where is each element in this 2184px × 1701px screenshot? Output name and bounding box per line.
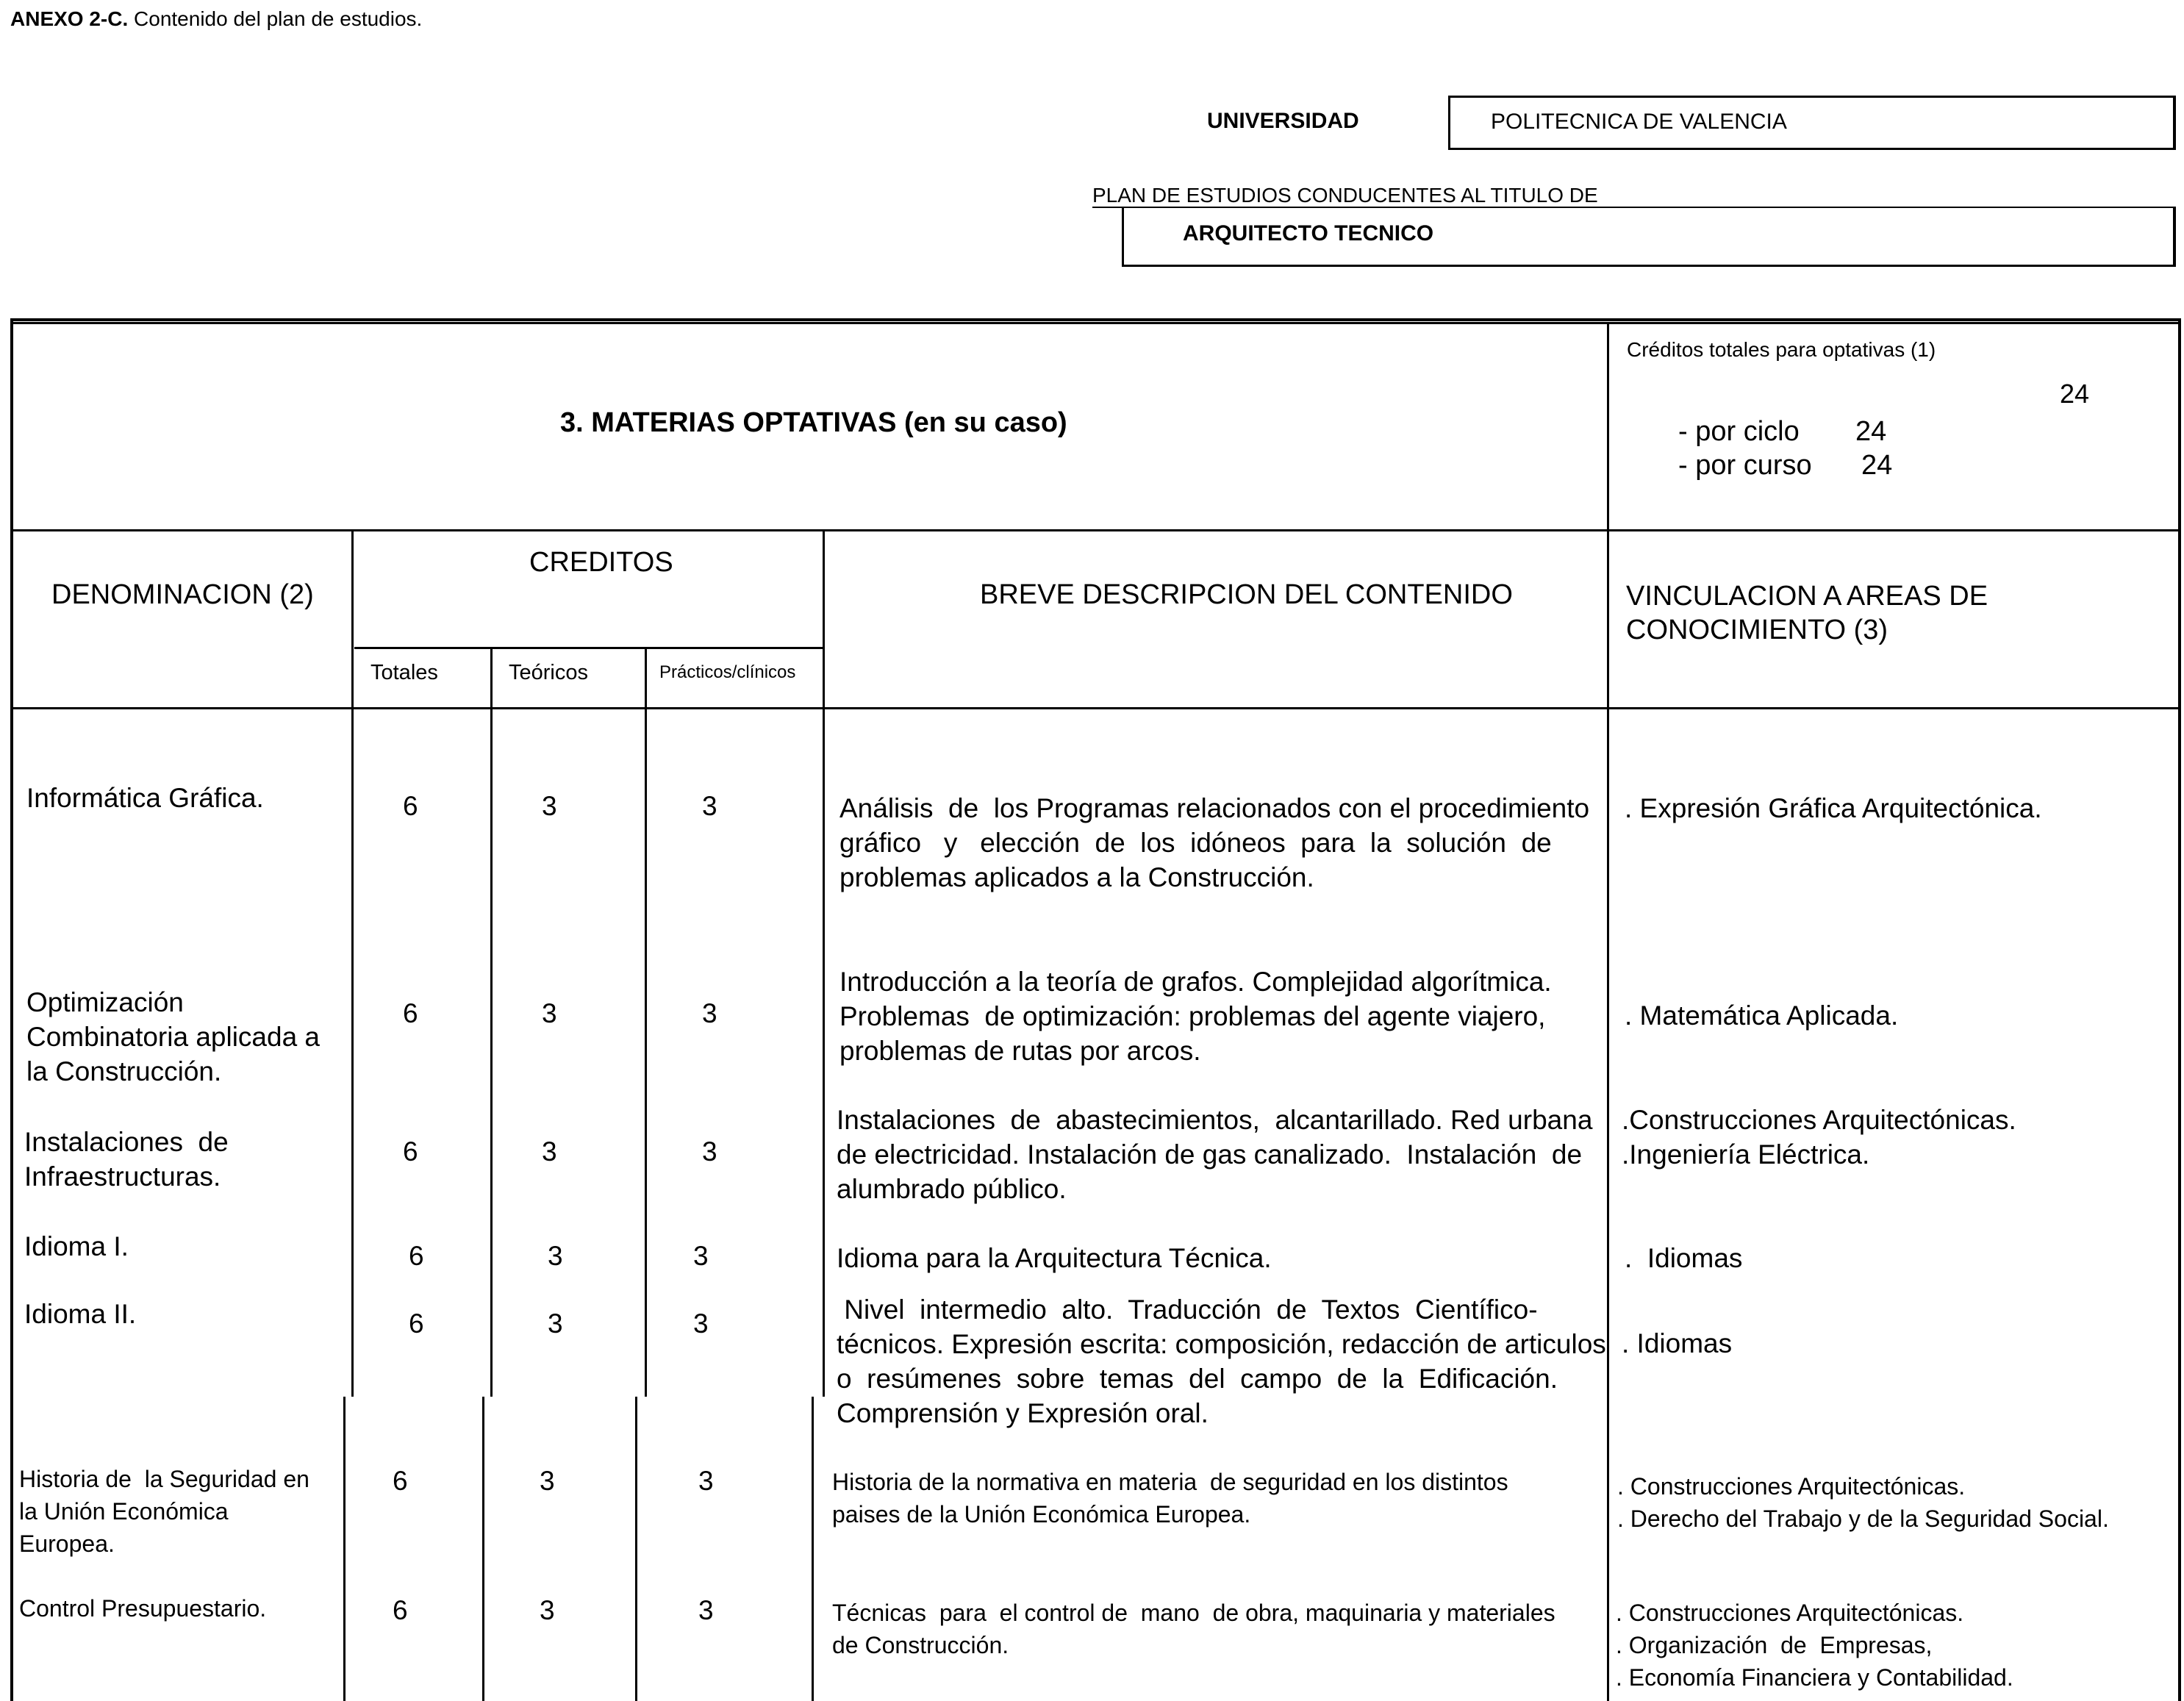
header-denominacion: DENOMINACION (2) bbox=[51, 579, 314, 610]
subject-description bbox=[839, 964, 1591, 1068]
header-vinculacion bbox=[1626, 579, 1988, 647]
description-line: Nivel intermedio alto. Traducción de Textos Científico- bbox=[837, 1294, 1538, 1325]
subject-name-line: Combinatoria aplicada a bbox=[26, 1022, 321, 1052]
area-line: . Organización de Empresas, bbox=[1616, 1632, 1933, 1658]
credits-totales: 6 bbox=[403, 998, 418, 1028]
description-line: Idioma para la Arquitectura Técnica. bbox=[837, 1243, 1272, 1273]
column-divider-teoricos-lower bbox=[482, 1397, 484, 1701]
header-breve-descripcion: BREVE DESCRIPCION DEL CONTENIDO bbox=[980, 579, 1513, 610]
section-divider bbox=[10, 529, 2181, 531]
subject-description bbox=[832, 1597, 1583, 1661]
description-line: Historia de la normativa en materia de seguridad en los distintos bbox=[832, 1469, 1508, 1495]
credits-practicos: 3 bbox=[702, 1136, 717, 1167]
knowledge-areas bbox=[1625, 998, 1898, 1033]
por-curso-label: - por curso bbox=[1678, 450, 1812, 481]
subject-name-line: Idioma II. bbox=[24, 1299, 137, 1329]
credits-practicos: 3 bbox=[693, 1308, 709, 1339]
credits-totales: 6 bbox=[403, 791, 418, 821]
area-line: . Idiomas bbox=[1625, 1243, 1743, 1273]
credits-practicos: 3 bbox=[698, 1595, 714, 1625]
area-line: .Ingeniería Eléctrica. bbox=[1622, 1139, 1870, 1170]
knowledge-areas bbox=[1622, 1103, 2016, 1172]
credits-totales: 6 bbox=[393, 1466, 408, 1496]
header-creditos: CREDITOS bbox=[529, 547, 673, 578]
subject-description bbox=[837, 1241, 1588, 1275]
description-line: Introducción a la teoría de grafos. Complejidad algorítmica. bbox=[839, 967, 1552, 997]
area-line: . Idiomas bbox=[1622, 1328, 1733, 1358]
header-divider bbox=[10, 707, 2181, 709]
degree-title-box bbox=[1122, 208, 2176, 267]
annex-heading: ANEXO 2-C. Contenido del plan de estudios. bbox=[10, 7, 423, 30]
credits-total-label: Créditos totales para optativas (1) bbox=[1627, 338, 1936, 361]
description-line: Técnicas para el control de mano de obra, maquinaria y materiales bbox=[832, 1600, 1555, 1626]
header-vinculacion-line2: CONOCIMIENTO (3) bbox=[1626, 615, 1888, 645]
knowledge-areas bbox=[1617, 1470, 2109, 1535]
subject-name-line: la Unión Económica bbox=[19, 1498, 229, 1525]
description-line: paises de la Unión Económica Europea. bbox=[832, 1501, 1251, 1528]
university-box bbox=[1448, 96, 2176, 150]
area-line: . Derecho del Trabajo y de la Seguridad Social. bbox=[1617, 1505, 2109, 1532]
column-divider-practicos bbox=[645, 647, 647, 1397]
area-line: .Construcciones Arquitectónicas. bbox=[1622, 1105, 2016, 1135]
subject-name bbox=[19, 1463, 309, 1560]
credits-subheader-divider bbox=[354, 647, 823, 649]
subject-name-line: Optimización bbox=[26, 987, 184, 1017]
column-divider-areas bbox=[1607, 322, 1609, 1701]
subject-description bbox=[837, 1292, 1606, 1430]
credits-total-value: 24 bbox=[2060, 379, 2090, 409]
description-line: problemas de rutas por arcos. bbox=[839, 1036, 1201, 1066]
subject-name-line: Idioma I. bbox=[24, 1231, 129, 1261]
credits-totales: 6 bbox=[403, 1136, 418, 1167]
credits-teoricos: 3 bbox=[540, 1466, 555, 1496]
subject-name bbox=[24, 1297, 136, 1331]
subject-description bbox=[837, 1103, 1593, 1206]
por-ciclo-label: - por ciclo bbox=[1678, 416, 1800, 447]
credits-practicos: 3 bbox=[693, 1241, 709, 1271]
description-line: gráfico y elección de los idóneos para la solución de bbox=[839, 828, 1552, 858]
knowledge-areas bbox=[1625, 1241, 1742, 1275]
credits-teoricos: 3 bbox=[540, 1595, 555, 1625]
subject-name bbox=[24, 1229, 129, 1264]
subject-name bbox=[24, 1125, 229, 1194]
knowledge-areas bbox=[1622, 1326, 1732, 1361]
plan-label: PLAN DE ESTUDIOS CONDUCENTES AL TITULO DE bbox=[1092, 184, 1598, 207]
credits-teoricos: 3 bbox=[548, 1241, 563, 1271]
degree-title: ARQUITECTO TECNICO bbox=[1183, 221, 1434, 246]
credits-practicos: 3 bbox=[698, 1466, 714, 1496]
por-ciclo-value: 24 bbox=[1855, 416, 1887, 447]
description-line: Análisis de los Programas relacionados con el procedimiento bbox=[839, 793, 1590, 823]
description-line: o resúmenes sobre temas del campo de la Edificación. bbox=[837, 1364, 1558, 1394]
description-line: alumbrado público. bbox=[837, 1174, 1067, 1204]
knowledge-areas bbox=[1616, 1597, 2013, 1694]
credits-practicos: 3 bbox=[702, 791, 717, 821]
description-line: de electricidad. Instalación de gas canalizado. Instalación de bbox=[837, 1139, 1583, 1170]
area-line: . Expresión Gráfica Arquitectónica. bbox=[1625, 793, 2042, 823]
subject-name bbox=[26, 985, 320, 1089]
subject-name-line: Control Presupuestario. bbox=[19, 1595, 267, 1622]
credits-teoricos: 3 bbox=[548, 1308, 563, 1339]
credits-teoricos: 3 bbox=[542, 1136, 557, 1167]
por-curso-value: 24 bbox=[1861, 450, 1893, 481]
subject-description bbox=[839, 791, 1591, 895]
column-divider-teoricos bbox=[490, 647, 493, 1397]
university-value: POLITECNICA DE VALENCIA bbox=[1491, 110, 1787, 134]
description-line: Comprensión y Expresión oral. bbox=[837, 1398, 1209, 1428]
subject-name-line: Infraestructuras. bbox=[24, 1161, 221, 1192]
table-top-rule bbox=[10, 322, 2181, 324]
credits-teoricos: 3 bbox=[542, 998, 557, 1028]
header-teoricos: Teóricos bbox=[509, 661, 588, 684]
column-divider-totales-lower bbox=[343, 1397, 345, 1701]
knowledge-areas bbox=[1625, 791, 2042, 826]
subject-name-line: Historia de la Seguridad en bbox=[19, 1466, 309, 1492]
column-divider-descripcion bbox=[823, 529, 825, 1397]
area-line: . Construcciones Arquitectónicas. bbox=[1617, 1473, 1966, 1500]
area-line: . Construcciones Arquitectónicas. bbox=[1616, 1600, 1964, 1626]
column-divider-descripcion-lower bbox=[812, 1397, 814, 1701]
subject-name-line: Informática Gráfica. bbox=[26, 783, 264, 813]
header-vinculacion-line1: VINCULACION A AREAS DE bbox=[1626, 581, 1988, 612]
description-line: técnicos. Expresión escrita: composición, redacción de articulos bbox=[837, 1329, 1606, 1359]
subject-description bbox=[832, 1466, 1583, 1530]
credits-totales: 6 bbox=[409, 1308, 424, 1339]
area-line: . Economía Financiera y Contabilidad. bbox=[1616, 1664, 2013, 1691]
subject-name bbox=[19, 1592, 266, 1625]
subject-name-line: Europea. bbox=[19, 1530, 115, 1557]
description-line: Problemas de optimización: problemas del agente viajero, bbox=[839, 1001, 1546, 1031]
subject-name-line: Instalaciones de bbox=[24, 1127, 229, 1157]
subject-name bbox=[26, 781, 264, 815]
area-line: . Matemática Aplicada. bbox=[1625, 1000, 1899, 1031]
header-practicos: Prácticos/clínicos bbox=[659, 662, 796, 682]
description-line: problemas aplicados a la Construcción. bbox=[839, 862, 1314, 892]
university-label: UNIVERSIDAD bbox=[1207, 109, 1359, 133]
section-title: 3. MATERIAS OPTATIVAS (en su caso) bbox=[560, 407, 1067, 438]
credits-teoricos: 3 bbox=[542, 791, 557, 821]
credits-totales: 6 bbox=[409, 1241, 424, 1271]
column-divider-practicos-lower bbox=[635, 1397, 637, 1701]
subject-name-line: la Construcción. bbox=[26, 1056, 222, 1086]
credits-totales: 6 bbox=[393, 1595, 408, 1625]
credits-practicos: 3 bbox=[702, 998, 717, 1028]
column-divider-totales bbox=[351, 529, 354, 1397]
description-line: Instalaciones de abastecimientos, alcantarillado. Red urbana bbox=[837, 1105, 1593, 1135]
description-line: de Construcción. bbox=[832, 1632, 1009, 1658]
header-totales: Totales bbox=[370, 661, 438, 684]
